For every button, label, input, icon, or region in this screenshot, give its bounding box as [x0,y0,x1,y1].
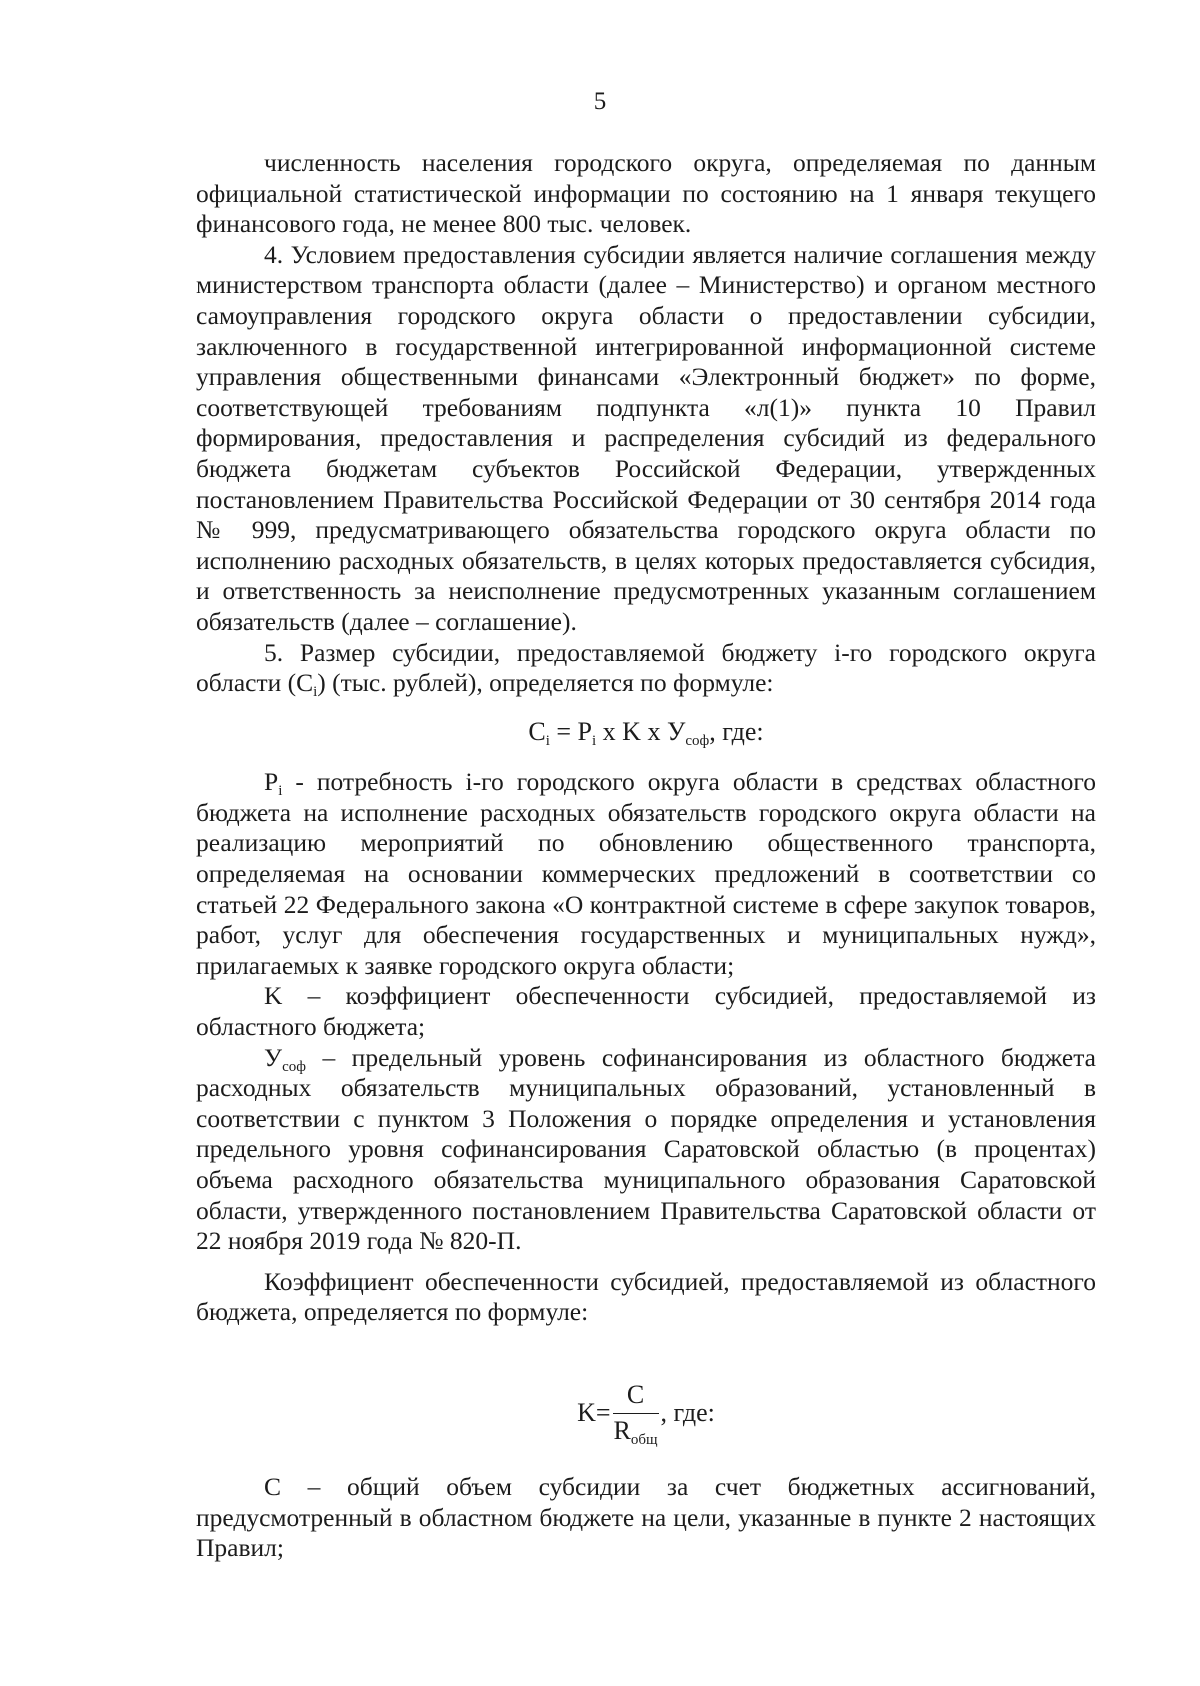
fraction [613,1380,659,1446]
paragraph-population: численность населения городского округа, определяемая по данным официальной статистической информации по состоянию на 1 января текущего финансового года, не менее 800 тыс. человек. [196,148,1096,239]
formula-u-sub: соф [685,732,710,749]
page-number: 5 [593,88,607,115]
definition-u-sub: соф [282,1058,306,1075]
fraction-denominator [614,1414,658,1447]
formula-coefficient [196,1380,1096,1446]
document-body [196,148,1096,1564]
paragraph-definition-k: K – коэффициент обеспеченности субсидией, предоставляемой из областного бюджета; [196,981,1096,1042]
formula-subsidy [196,717,1096,748]
definition-p-text: - потребность i-го городского округа области в средствах областного бюджета на исполнение расходных обязательств городского округа области на реализацию мероприятий по обновлению общественного транспорта, определяемая на основании коммерческих предложений в соответствии со статьей 22 Федерального закона «О контрактной системе в сфере закупок товаров, работ, услуг для обеспечения государственных и муниципальных нужд», прилагаемых к заявке городского округа области; [196,767,1096,980]
formula-k-lhs: K= [577,1397,611,1427]
paragraph-definition-p [196,767,1096,981]
paragraph-size-5 [196,638,1096,699]
paragraph-definition-u [196,1043,1096,1257]
formula-u: У [666,716,686,746]
formula-eq: = [549,716,578,746]
denominator-r: R [613,1415,631,1445]
paragraph-size-5-text: 5. Размер субсидии, предоставляемой бюджету i-го городского округа области (C [196,637,1096,698]
formula-tail: , где: [709,716,764,746]
formula-k-tail: , где: [660,1397,715,1427]
formula-p-sub: i [592,732,597,749]
paragraph-condition-4: 4. Условием предоставления субсидии является наличие соглашения между министерством транспорта области (далее – Министерство) и органом местного самоуправления городского округа области о предоставлении субсидии, заключенного в государственной интегрированной информационной системе управления общественными финансами «Электронный бюджет» по форме, соответствующей требованиям подпункта «л(1)» пункта 10 Правил формирования, предоставления и распределения субсидий из федерального бюджета бюджетам субъектов Российской Федерации, утвержденных постановлением Правительства Российской Федерации от 30 сентября 2014 года № 999, предусматривающего обязательства городского округа области по исполнению расходных обязательств, в целях которых предоставляется субсидия, и ответственность за неисполнение предусмотренных указанным соглашением обязательств (далее – соглашение). [196,239,1096,636]
formula-p: P [577,716,592,746]
formula-c: C [528,716,546,746]
definition-u-text: – предельный уровень софинансирования из областного бюджета расходных обязательств муниципальных образований, установленный в соответствии с пунктом 3 Положения о порядке определения и установления предельного уровня софинансирования Саратовской областью (в процентах) объема расходного обязательства муниципального образования Саратовской области, утвержденного постановлением Правительства Саратовской области от 22 ноября 2019 года № 820-П. [196,1042,1096,1256]
paragraph-coefficient: Коэффициент обеспеченности субсидией, предоставляемой из областного бюджета, определяется по формуле: [196,1266,1096,1327]
definition-u-symbol: У [264,1042,283,1072]
fraction-numerator: C [626,1379,645,1409]
definition-p-sub: i [278,783,283,800]
subscript-i: i [313,684,318,701]
formula-mult: x K x [596,716,667,746]
formula-c-sub: i [545,732,550,749]
paragraph-definition-c: C – общий объем субсидии за счет бюджетных ассигнований, предусмотренный в областном бюджете на цели, указанные в пункте 2 настоящих Правил; [196,1472,1096,1563]
denominator-sub: общ [630,1431,658,1448]
paragraph-size-5-tail: ) (тыс. рублей), определяется по формуле: [317,668,774,698]
definition-p-symbol: P [264,767,279,797]
